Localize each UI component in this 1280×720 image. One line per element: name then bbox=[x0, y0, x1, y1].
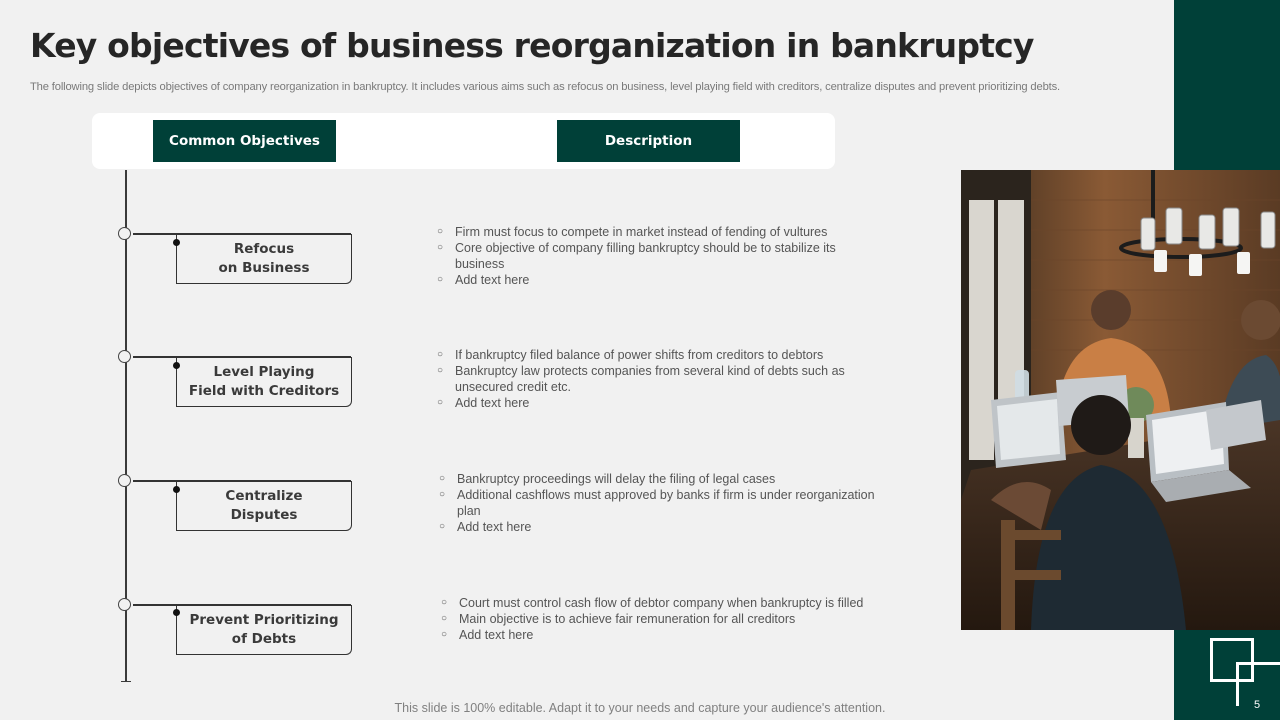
circle-bullet-icon: ○ bbox=[437, 365, 444, 376]
description-item: ○ Firm must focus to compete in market instead of fending of vultures bbox=[437, 225, 828, 239]
objective-box-centralize-disputes: Centralize Disputes bbox=[176, 481, 352, 531]
description-list bbox=[437, 347, 877, 411]
timeline-node bbox=[118, 598, 131, 611]
objective-box-refocus: Refocus on Business bbox=[176, 234, 352, 284]
circle-bullet-icon: ○ bbox=[437, 349, 444, 360]
circle-bullet-icon: ○ bbox=[437, 242, 444, 253]
objective-box-level-playing-field: Level Playing Field with Creditors bbox=[176, 357, 352, 407]
circle-bullet-icon: ○ bbox=[439, 489, 446, 500]
circle-bullet-icon: ○ bbox=[437, 274, 444, 285]
objective-box-prevent-prioritizing: Prevent Prioritizing of Debts bbox=[176, 605, 352, 655]
description-list bbox=[439, 471, 879, 535]
page-title: Key objectives of business reorganization in bankruptcy bbox=[30, 26, 1034, 65]
common-objectives-header: Common Objectives bbox=[153, 120, 336, 162]
objective-dot bbox=[173, 362, 180, 369]
timeline-end-cap bbox=[121, 681, 131, 682]
description-item: ○ Main objective is to achieve fair remuneration for all creditors bbox=[441, 612, 796, 626]
page-number: 5 bbox=[1254, 699, 1261, 711]
description-item: ○ Add text here bbox=[437, 396, 530, 410]
description-item: ○ Add text here bbox=[441, 628, 534, 642]
circle-bullet-icon: ○ bbox=[441, 613, 448, 624]
team-meeting-photo bbox=[961, 170, 1280, 630]
objective-dot bbox=[173, 239, 180, 246]
objective-dot bbox=[173, 486, 180, 493]
circle-bullet-icon: ○ bbox=[437, 226, 444, 237]
circle-bullet-icon: ○ bbox=[439, 521, 446, 532]
description-item: ○ Additional cashflows must approved by banks if firm is under reorganization plan bbox=[439, 488, 875, 518]
description-item: ○ Bankruptcy proceedings will delay the filing of legal cases bbox=[439, 472, 776, 486]
description-item: ○ Bankruptcy law protects companies from several kind of debts such as unsecured credit etc. bbox=[437, 364, 845, 394]
circle-bullet-icon: ○ bbox=[437, 397, 444, 408]
circle-bullet-icon: ○ bbox=[441, 597, 448, 608]
timeline-node bbox=[118, 227, 131, 240]
circle-bullet-icon: ○ bbox=[439, 473, 446, 484]
footer-note: This slide is 100% editable. Adapt it to your needs and capture your audience's attention. bbox=[394, 701, 886, 715]
timeline-node bbox=[118, 474, 131, 487]
timeline-node bbox=[118, 350, 131, 363]
description-list bbox=[437, 224, 877, 288]
description-item: ○ Add text here bbox=[437, 273, 530, 287]
description-item: ○ If bankruptcy filed balance of power shifts from creditors to debtors bbox=[437, 348, 824, 362]
circle-bullet-icon: ○ bbox=[441, 629, 448, 640]
objective-dot bbox=[173, 609, 180, 616]
description-header: Description bbox=[557, 120, 740, 162]
description-item: ○ Court must control cash flow of debtor company when bankruptcy is filled bbox=[441, 596, 864, 610]
page-subtitle: The following slide depicts objectives of company reorganization in bankruptcy. It includes various aims such as refocus on business, level playing field with creditors, centralize disputes and prevent prioritizing debts. bbox=[30, 81, 1061, 93]
description-item: ○ Core objective of company filling bankruptcy should be to stabilize its business bbox=[437, 241, 836, 271]
description-item: ○ Add text here bbox=[439, 520, 532, 534]
description-list bbox=[441, 595, 881, 643]
